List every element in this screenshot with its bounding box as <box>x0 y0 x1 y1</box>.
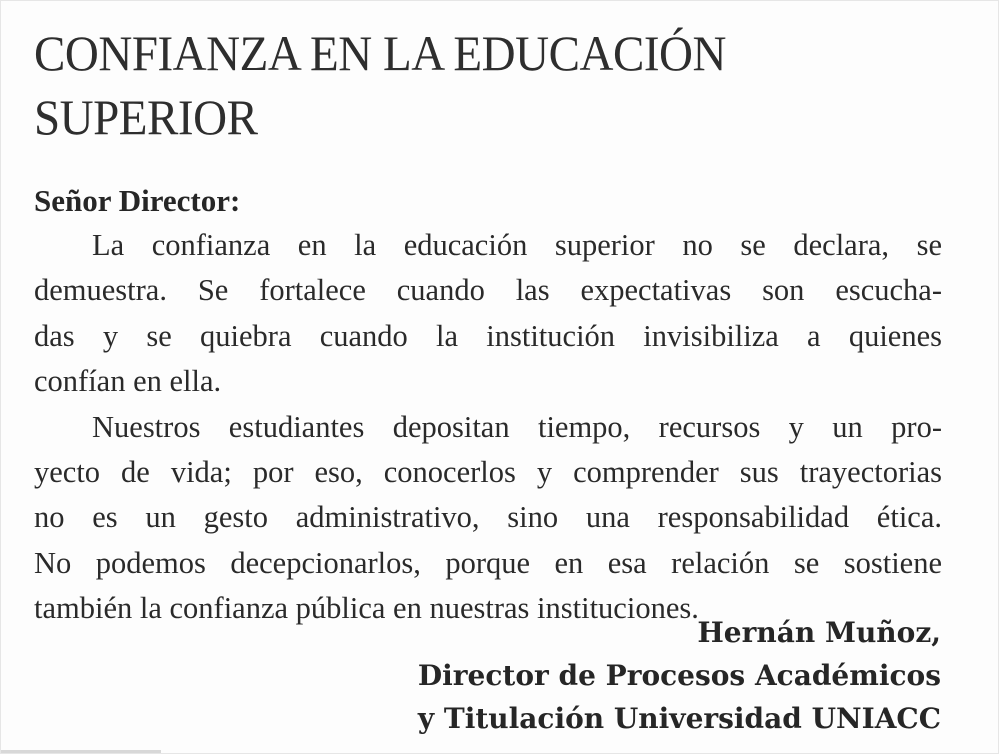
body-line: confían en ella. <box>34 364 222 399</box>
author-name: Hernán Muñoz, <box>697 616 941 649</box>
salutation: Señor Director: <box>34 183 241 218</box>
body-line: La confianza en la educación superior no se declara, se <box>92 228 942 262</box>
headline-line-2: SUPERIOR <box>34 89 258 145</box>
author-title-line-2: y Titulación Universidad UNIACC <box>417 702 941 735</box>
letter-body <box>34 223 942 632</box>
body-line: también la confianza pública en nuestras instituciones. <box>34 591 699 626</box>
body-line: No podemos decepcionarlos, porque en esa relación se sostiene <box>34 545 942 580</box>
clipping-edge-divider <box>1 750 161 753</box>
letter-headline <box>34 21 899 149</box>
body-line: yecto de vida; por eso, conocerlos y comprender sus trayectorias <box>34 454 942 489</box>
paragraph-2 <box>34 405 942 632</box>
body-line: das y se quiebra cuando la institución invisibiliza a quienes <box>34 318 942 353</box>
body-line: no es un gesto administrativo, sino una responsabilidad ética. <box>34 500 942 535</box>
signature-block <box>418 611 941 740</box>
author-title-line-1: Director de Procesos Académicos <box>417 659 941 692</box>
body-line: demuestra. Se fortalece cuando las expectativas son escucha- <box>34 273 942 308</box>
headline-line-1: CONFIANZA EN LA EDUCACIÓN <box>34 25 726 81</box>
body-line: Nuestros estudiantes depositan tiempo, recursos y un pro- <box>92 409 942 444</box>
paragraph-1 <box>34 223 942 405</box>
